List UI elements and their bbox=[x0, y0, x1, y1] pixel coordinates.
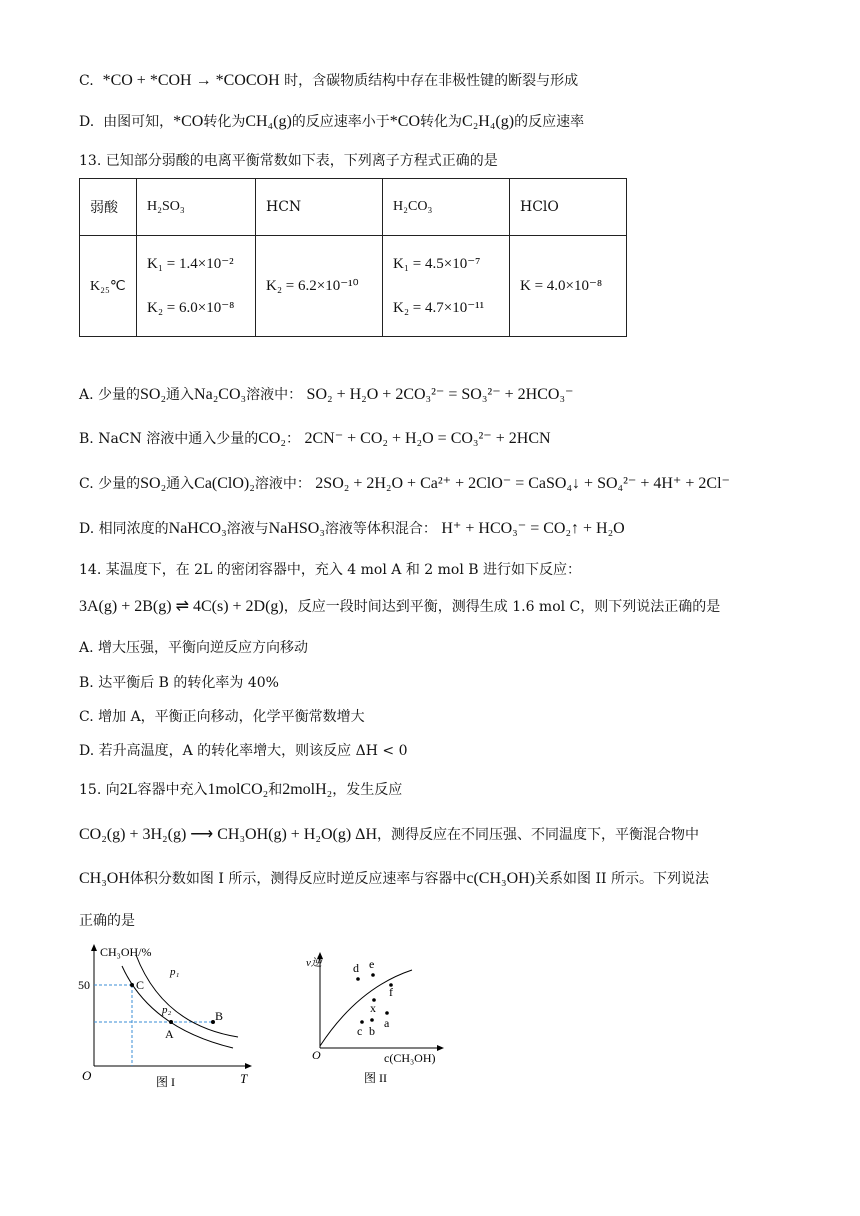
fig2-origin: O bbox=[312, 1048, 321, 1062]
q15-line4: 正确的是 bbox=[79, 913, 135, 929]
q14-option-c: C. 增加 A，平衡正向移动，化学平衡常数增大 bbox=[79, 709, 365, 725]
q13-stem: 13. 已知部分弱酸的电离平衡常数如下表，下列离子方程式正确的是 bbox=[79, 153, 498, 169]
fig2-label-e: e bbox=[369, 957, 375, 971]
table-header-hcn: HCN bbox=[256, 179, 383, 236]
q14-equation: 3A(g) + 2B(g) ⇌ 4C(s) + 2D(g)，反应一段时间达到平衡，测得生成 1.6 mol C，则下列说法正确的是 bbox=[79, 598, 721, 615]
table-cell-h2co3: K₁ = 4.5×10⁻⁷ K₂ = 4.7×10⁻¹¹ bbox=[383, 236, 510, 337]
table-header-acid: 弱酸 bbox=[80, 179, 137, 236]
figure-1 bbox=[78, 940, 268, 1090]
fig2-label-x: x bbox=[370, 1001, 376, 1015]
fig1-label-c: C bbox=[136, 978, 145, 992]
table-row-label: K₂₅℃ bbox=[80, 236, 137, 337]
q14-stem: 14. 某温度下，在 2L 的密闭容器中，充入 4 mol A 和 2 mol B 进行如下反应： bbox=[79, 562, 581, 578]
fig2-caption: 图 II bbox=[364, 1071, 387, 1085]
q13-option-b: B. NaCN 溶液中通入少量的CO₂： 2CN⁻ + CO₂ + H₂O = CO₃²⁻ + 2HCN bbox=[79, 430, 551, 447]
table-header-h2so3: H₂SO₃ bbox=[137, 179, 256, 236]
q14-option-b: B. 达平衡后 B 的转化率为 40% bbox=[79, 675, 279, 691]
fig1-point-c bbox=[130, 983, 134, 987]
fig1-label-b: B bbox=[215, 1009, 224, 1023]
fig1-label-p1: p₁ bbox=[170, 966, 180, 978]
fig1-ytick: 50 bbox=[78, 978, 90, 992]
fig1-label-p2: p₂ bbox=[162, 1004, 172, 1016]
q15-equation: CO₂(g) + 3H₂(g) ⟶ CH₃OH(g) + H₂O(g) ΔH，测得反应在不同压强、不同温度下，平衡混合物中 bbox=[79, 826, 699, 843]
fig1-x-arrow bbox=[245, 1063, 252, 1069]
fig2-point-b bbox=[370, 1018, 374, 1022]
fig1-label-a: A bbox=[165, 1027, 174, 1041]
q12-option-d: D. 由图可知，*CO转化为CH₄(g)的反应速率小于*CO转化为C₂H₄(g)的反应速率 bbox=[79, 113, 585, 130]
q14-option-a: A. 增大压强，平衡向逆反应方向移动 bbox=[79, 640, 309, 656]
fig2-label-d: d bbox=[353, 961, 359, 975]
table-cell-h2so3: K₁ = 1.4×10⁻² K₂ = 6.0×10⁻⁸ bbox=[137, 236, 256, 337]
q13-option-d: D. 相同浓度的NaHCO₃溶液与NaHSO₃溶液等体积混合： H⁺ + HCO₃⁻ = CO₂↑ + H₂O bbox=[79, 520, 625, 537]
table-cell-hcn: K₂ = 6.2×10⁻¹⁰ bbox=[256, 236, 383, 337]
fig1-curve-p1 bbox=[136, 955, 238, 1037]
fig1-y-arrow bbox=[91, 944, 97, 951]
q15-line3: CH₃OH体积分数如图 I 所示，测得反应时逆反应速率与容器中c(CH₃OH)关系如图 II 所示。下列说法 bbox=[79, 870, 709, 887]
q12-c-expression: *CO + *COH → *COCOH bbox=[102, 72, 280, 89]
fig2-curve bbox=[320, 970, 412, 1046]
fig1-point-a bbox=[169, 1020, 173, 1024]
fig2-point-e bbox=[371, 973, 375, 977]
table-cell-hclo: K = 4.0×10⁻⁸ bbox=[510, 236, 627, 337]
fig2-point-d bbox=[356, 977, 360, 981]
fig2-point-a bbox=[385, 1011, 389, 1015]
fig2-xlabel: c(CH₃OH) bbox=[384, 1051, 436, 1065]
fig1-xlabel: T bbox=[240, 1071, 248, 1086]
fig2-label-b: b bbox=[369, 1024, 375, 1038]
fig1-caption: 图 I bbox=[156, 1075, 175, 1089]
figure-2 bbox=[300, 940, 460, 1090]
fig2-label-c: c bbox=[357, 1024, 363, 1038]
table-header-h2co3: H₂CO₃ bbox=[383, 179, 510, 236]
q13-option-a: A. 少量的SO₂通入Na₂CO₃溶液中： SO₂ + H₂O + 2CO₃²⁻ = SO₃²⁻ + 2HCO₃⁻ bbox=[79, 386, 574, 403]
ionization-constant-table bbox=[79, 178, 627, 337]
fig2-label-f: f bbox=[389, 985, 393, 999]
q15-stem: 15. 向2L容器中充入1molCO₂和2molH₂，发生反应 bbox=[79, 781, 403, 798]
q13-option-c: C. 少量的SO₂通入Ca(ClO)₂溶液中： 2SO₂ + 2H₂O + Ca²⁺ + 2ClO⁻ = CaSO₄↓ + SO₄²⁻ + 4H⁺ + 2Cl⁻ bbox=[79, 475, 730, 492]
fig2-ylabel: v逆 bbox=[306, 957, 322, 969]
table-header-hclo: HClO bbox=[510, 179, 627, 236]
fig1-origin: O bbox=[82, 1068, 92, 1083]
q12-option-c: C. *CO + *COH → *COCOH 时，含碳物质结构中存在非极性键的断裂与形成 bbox=[79, 72, 579, 89]
fig2-x-arrow bbox=[437, 1045, 444, 1051]
q14-option-d: D. 若升高温度，A 的转化率增大，则该反应 ΔH < 0 bbox=[79, 743, 408, 759]
fig1-ylabel: CH₃OH/% bbox=[100, 945, 152, 959]
fig2-label-a: a bbox=[384, 1016, 390, 1030]
